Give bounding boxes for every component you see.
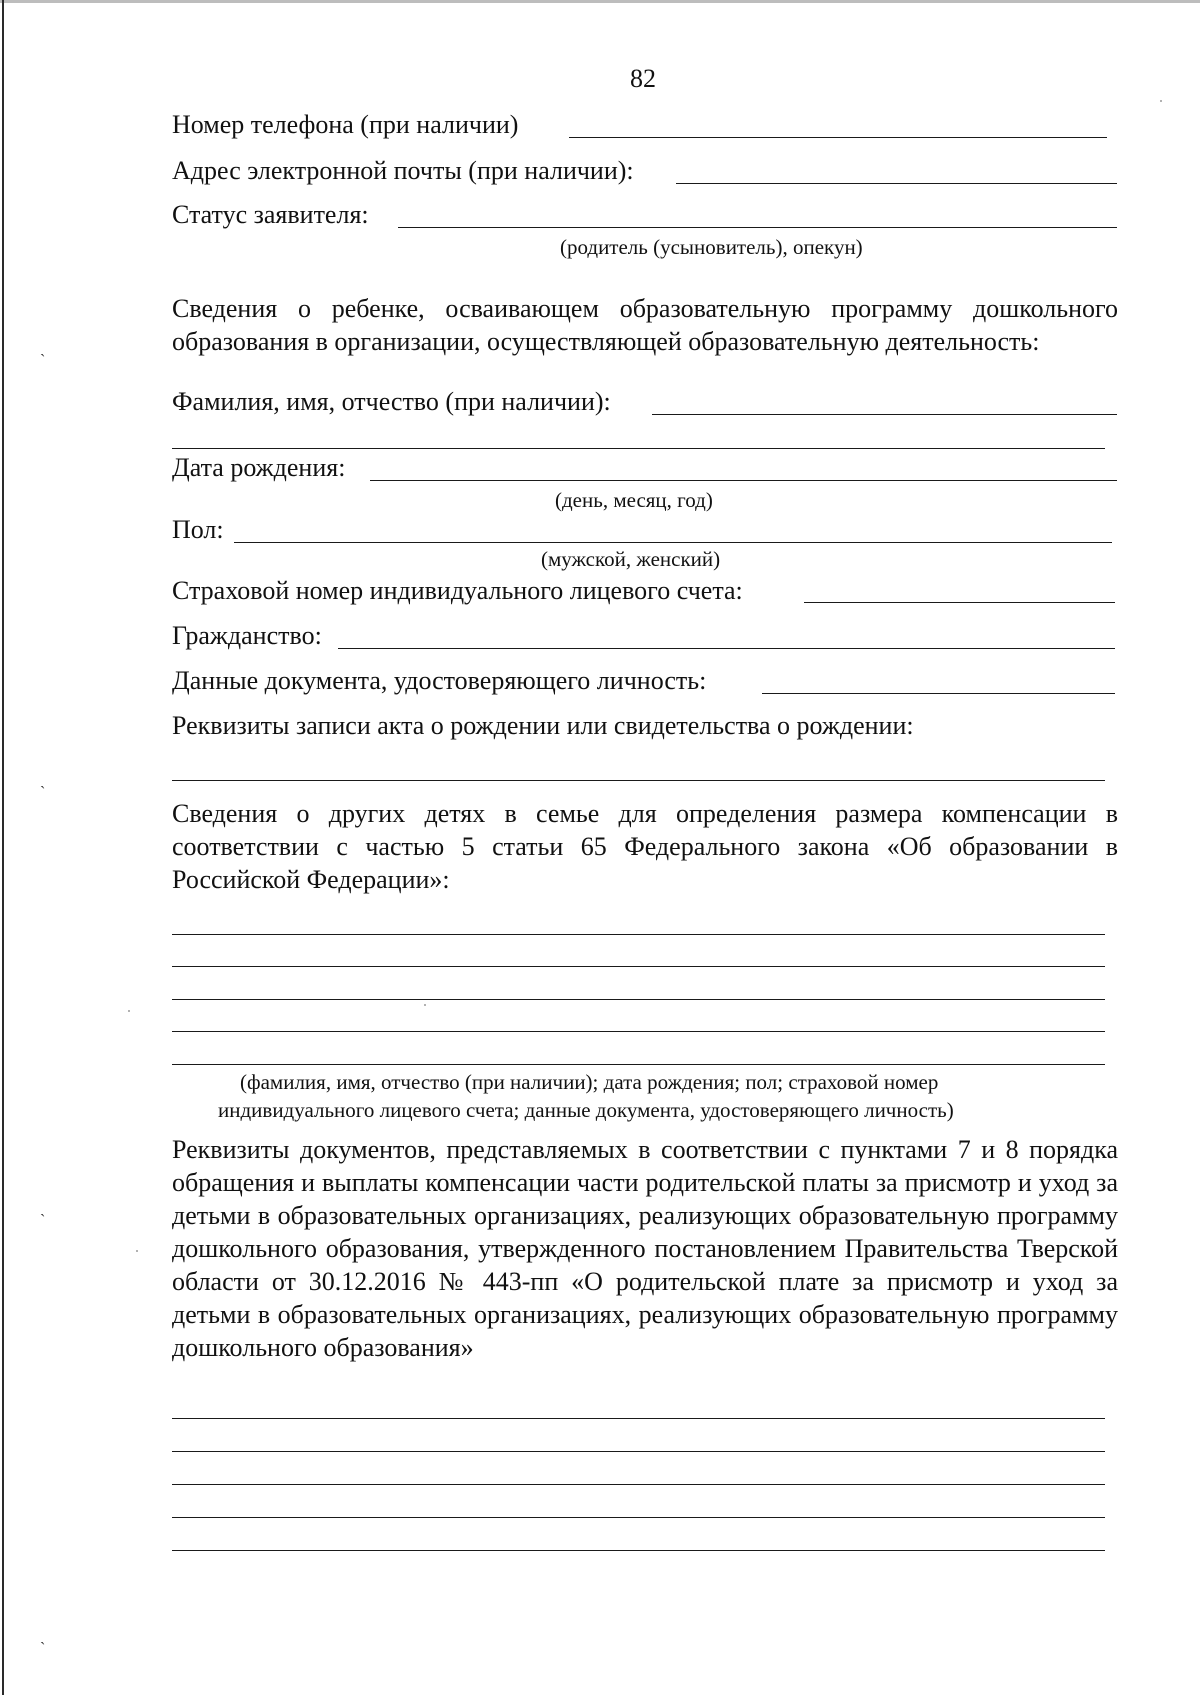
page-number: 82 bbox=[630, 64, 656, 93]
child-fio-field-line-2[interactable] bbox=[172, 448, 1105, 449]
other-children-line-1[interactable] bbox=[172, 934, 1105, 935]
margin-mark: ˏ bbox=[40, 1200, 46, 1217]
margin-mark: ˏ bbox=[40, 340, 46, 357]
documents-line-3[interactable] bbox=[172, 1484, 1105, 1485]
sex-label: Пол: bbox=[172, 515, 224, 544]
phone-label: Номер телефона (при наличии) bbox=[172, 110, 519, 139]
documents-intro: Реквизиты документов, представляемых в соответствии с пунктами 7 и 8 порядка обращения и выплаты компенсации части родительской платы за присмотр и уход за детьми в образовательных организациях, реализующих образовательную программу дошкольного образования, утвержденного постановлением Правительства Тверской области от 30.12.2016 № 443-пп «О родительской плате за присмотр и уход за детьми в образовательных организациях, реализующих образовательную программу дошкольного образования» bbox=[172, 1135, 1118, 1362]
status-label: Статус заявителя: bbox=[172, 200, 369, 229]
birthdate-field-line[interactable] bbox=[370, 480, 1117, 481]
other-children-line-2[interactable] bbox=[172, 966, 1105, 967]
other-children-intro: Сведения о других детях в семье для определения размера компенсации в соответствии с частью 5 статьи 65 Федерального закона «Об образовании в Российской Федерации»: bbox=[172, 799, 1118, 894]
phone-field-line[interactable] bbox=[569, 137, 1107, 138]
citizenship-label: Гражданство: bbox=[172, 621, 322, 650]
birthdate-label: Дата рождения: bbox=[172, 453, 346, 482]
scan-speck bbox=[136, 1250, 138, 1252]
birthdate-hint: (день, месяц, год) bbox=[555, 488, 713, 512]
id-document-label: Данные документа, удостоверяющего личность: bbox=[172, 666, 707, 695]
snils-label: Страховой номер индивидуального лицевого счета: bbox=[172, 576, 743, 605]
page-left-edge bbox=[2, 0, 4, 1695]
child-fio-label: Фамилия, имя, отчество (при наличии): bbox=[172, 387, 611, 416]
scan-speck bbox=[424, 1004, 426, 1006]
other-children-hint-2: индивидуального лицевого счета; данные документа, удостоверяющего личность) bbox=[218, 1098, 954, 1122]
documents-line-1[interactable] bbox=[172, 1418, 1105, 1419]
documents-line-4[interactable] bbox=[172, 1517, 1105, 1518]
other-children-line-3[interactable] bbox=[172, 999, 1105, 1000]
email-field-line[interactable] bbox=[676, 183, 1117, 184]
child-section-intro: Сведения о ребенке, осваивающем образовательную программу дошкольного образования в организации, осуществляющей образовательную деятельность: bbox=[172, 294, 1118, 356]
other-children-line-5[interactable] bbox=[172, 1064, 1105, 1065]
documents-line-2[interactable] bbox=[172, 1451, 1105, 1452]
page-top-edge bbox=[0, 0, 1200, 3]
scan-speck bbox=[1160, 100, 1162, 102]
margin-mark: ˏ bbox=[40, 772, 46, 789]
child-fio-field-line[interactable] bbox=[652, 414, 1117, 415]
birth-record-field-line[interactable] bbox=[172, 780, 1105, 781]
sex-field-line[interactable] bbox=[234, 542, 1112, 543]
citizenship-field-line[interactable] bbox=[338, 648, 1115, 649]
other-children-hint-1: (фамилия, имя, отчество (при наличии); дата рождения; пол; страховой номер bbox=[240, 1070, 939, 1094]
other-children-line-4[interactable] bbox=[172, 1031, 1105, 1032]
snils-field-line[interactable] bbox=[804, 602, 1115, 603]
sex-hint: (мужской, женский) bbox=[541, 547, 721, 571]
id-document-field-line[interactable] bbox=[762, 693, 1115, 694]
status-field-line[interactable] bbox=[398, 227, 1117, 228]
scan-speck bbox=[128, 1010, 130, 1012]
status-hint: (родитель (усыновитель), опекун) bbox=[560, 235, 863, 259]
birth-record-label: Реквизиты записи акта о рождении или свидетельства о рождении: bbox=[172, 711, 914, 740]
documents-line-5[interactable] bbox=[172, 1550, 1105, 1551]
email-label: Адрес электронной почты (при наличии): bbox=[172, 156, 634, 185]
margin-mark: ˏ bbox=[40, 1628, 46, 1645]
